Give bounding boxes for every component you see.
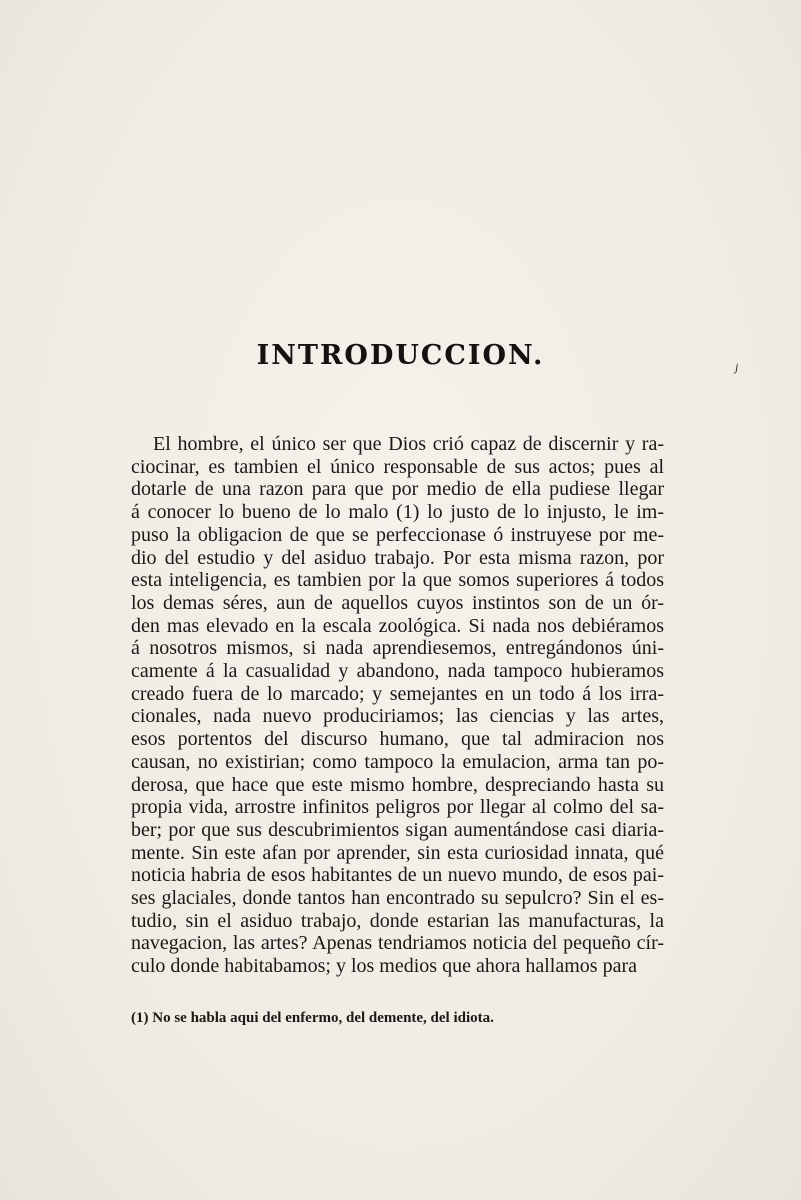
chapter-title: INTRODUCCION.	[256, 340, 545, 371]
body-paragraph	[131, 433, 664, 978]
text-line: cionales, nada nuevo produciriamos; las ciencias y las artes,	[131, 705, 664, 728]
text-line: causan, no existirian; como tampoco la emulacion, arma tan po-	[131, 750, 664, 773]
text-line: navegacion, las artes? Apenas tendriamos noticia del pequeño cír-	[131, 932, 664, 955]
text-line: El hombre, el único ser que Dios crió capaz de discernir y ra-	[153, 433, 664, 455]
text-line: mente. Sin este afan por aprender, sin esta curiosidad innata, qué	[131, 841, 664, 864]
footnote: (1) No se habla aqui del enfermo, del demente, del idiota.	[131, 1010, 494, 1026]
text-line: culo donde habitabamos; y los medios que ahora hallamos para	[131, 955, 637, 978]
text-line: dotarle de una razon para que por medio de ella pudiese llegar	[131, 478, 664, 501]
text-line: los demas séres, aun de aquellos cuyos instintos son de un ór-	[131, 591, 664, 614]
text-line: ciocinar, es tambien el único responsable de sus actos; pues al	[131, 455, 664, 478]
text-line: á nosotros mismos, si nada aprendiesemos, entregándonos úni-	[131, 637, 664, 660]
text-line: derosa, que hace que este mismo hombre, despreciando hasta su	[131, 773, 664, 796]
text-line: den mas elevado en la escala zoológica. Si nada nos debiéramos	[131, 614, 664, 637]
text-line: dio del estudio y del asiduo trabajo. Por esta misma razon, por	[131, 546, 664, 569]
text-line: tudio, sin el asiduo trabajo, donde estarian las manufacturas, la	[131, 909, 664, 932]
text-line: á conocer lo bueno de lo malo (1) lo justo de lo injusto, le im-	[131, 501, 664, 524]
text-line: propia vida, arrostre infinitos peligros por llegar al colmo del sa-	[131, 796, 664, 819]
text-line: esos portentos del discurso humano, que tal admiracion nos	[131, 728, 664, 751]
text-line: ses glaciales, donde tantos han encontrado su sepulcro? Sin el es-	[131, 887, 664, 910]
text-line: noticia habria de esos habitantes de un nuevo mundo, de esos pai-	[131, 864, 664, 887]
text-line: ber; por que sus descubrimientos sigan aumentándose casi diaria-	[131, 818, 664, 841]
text-line: puso la obligacion de que se perfeccionase ó instruyese por me-	[131, 523, 664, 546]
text-line: creado fuera de lo marcado; y semejantes en un todo á los irra-	[131, 682, 664, 705]
text-line: camente á la casualidad y abandono, nada tampoco hubieramos	[131, 660, 664, 683]
text-line: esta inteligencia, es tambien por la que somos superiores á todos	[131, 569, 664, 592]
margin-mark: j	[735, 360, 739, 374]
